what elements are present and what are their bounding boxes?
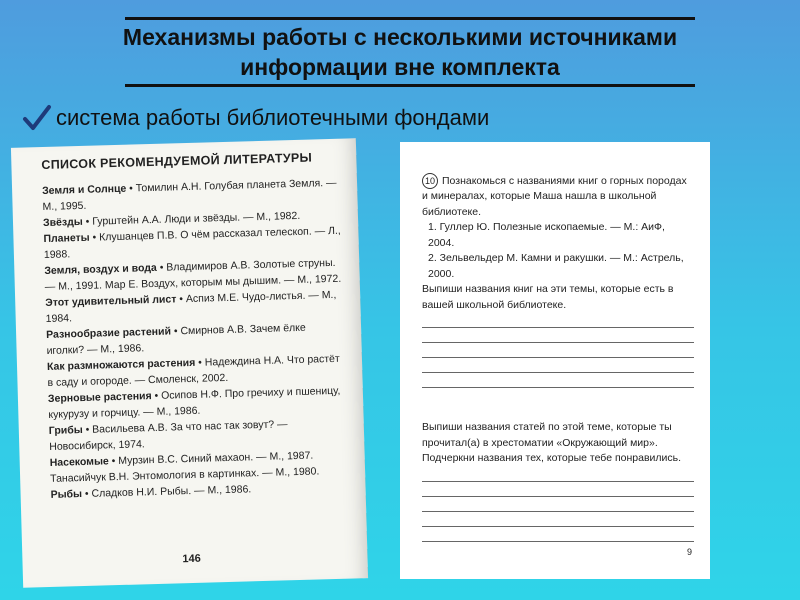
- entry-topic: Разнообразие растений: [45, 325, 172, 341]
- entry-topic: Этот удивительный лист: [45, 293, 177, 310]
- entry-topic: Зерновые растения: [47, 390, 152, 405]
- literature-list: [41, 149, 351, 503]
- book-page-left: [11, 138, 368, 587]
- entry-reference: • Гурштейн А.А. Люди и звёзды. — М., 1982.: [82, 209, 301, 228]
- page-number-right: 9: [686, 547, 692, 557]
- entry-topic: Планеты: [43, 231, 90, 246]
- entry-reference: • Мурзин В.С. Синий махаон. — М., 1987. Танасийчук В.Н. Энтомология в картинках. — М., 1980.: [50, 449, 320, 485]
- entry-reference: • Клушанцев П.В. О чём рассказал телескоп. — Л., 1988.: [43, 224, 341, 262]
- title-rule-top: [125, 17, 695, 20]
- entry-topic: Грибы: [48, 424, 83, 437]
- checkmark-icon: [22, 104, 52, 132]
- page-number-left: 146: [182, 552, 201, 566]
- answer-line[interactable]: [422, 526, 694, 527]
- entry-reference: • Осипов Н.Ф. Про гречиху и пшеницу, кукурузу и горчицу. — М., 1986.: [48, 384, 341, 421]
- title-line-2: информации вне комплекта: [240, 54, 560, 80]
- entry-topic: Звёзды: [42, 215, 83, 230]
- bullet-text: система работы библиотечными фондами: [56, 105, 490, 130]
- bullet-item: [22, 104, 489, 132]
- book-page-right: [400, 142, 710, 579]
- entry-reference: • Надеждина Н.А. Что растёт в саду и огороде. — Смоленск, 2002.: [47, 352, 340, 389]
- list-heading: СПИСОК РЕКОМЕНДУЕМОЙ ЛИТЕРАТУРЫ: [41, 150, 313, 173]
- title-line-1: Механизмы работы с несколькими источниками: [122, 24, 678, 50]
- book-item-2: 2. Зельвельдер М. Камни и ракушки. — М.: Астрель, 2000.: [428, 252, 684, 280]
- task-content: [422, 173, 694, 542]
- slide-title: [60, 22, 740, 82]
- entry-topic: Рыбы: [50, 488, 83, 501]
- book-item-1: 1. Гуллер Ю. Полезные ископаемые. — М.: АиФ, 2004.: [428, 221, 665, 249]
- task-1: [422, 173, 694, 220]
- answer-line[interactable]: [422, 511, 694, 512]
- title-rule-bottom: [125, 84, 695, 87]
- answer-line[interactable]: [422, 342, 694, 343]
- entry-reference: • Владимиров А.В. Золотые струны. — М., 1991. Мар Е. Воздух, которым мы дышим. — М., 1972.: [44, 256, 342, 294]
- answer-line[interactable]: [422, 541, 694, 542]
- entry-topic: Земля, воздух и вода: [44, 261, 157, 278]
- task-1-instruction: Выпиши названия книг на эти темы, которые есть в вашей школьной библиотеке.: [422, 283, 674, 311]
- entry-reference: • Сладков Н.И. Рыбы. — М., 1986.: [81, 483, 252, 501]
- answer-lines-2: [422, 481, 694, 542]
- entry-reference: • Аспиз М.Е. Чудо-листья. — М., 1984.: [45, 288, 337, 325]
- entry-topic: Насекомые: [49, 455, 109, 469]
- task-1-text: Познакомься с названиями книг о горных породах и минералах, которые Маша нашла в школьной библиотеке.: [422, 174, 687, 218]
- answer-line[interactable]: [422, 372, 694, 373]
- entries-container: [42, 175, 351, 503]
- task-2-text: Выпиши названия статей по этой теме, которые ты прочитал(а) в хрестоматии «Окружающий мир». Подчеркни названия тех, которые тебе понравились.: [422, 421, 682, 465]
- entry-reference: • Смирнов А.В. Зачем ёлке иголки? — М., 1986.: [46, 321, 306, 357]
- answer-line[interactable]: [422, 387, 694, 388]
- entry-reference: • Васильева А.В. За что нас так зовут? — Новосибирск, 1974.: [49, 418, 288, 453]
- answer-line[interactable]: [422, 496, 694, 497]
- answer-lines-1: [422, 327, 694, 388]
- entry-topic: Как размножаются растения: [46, 356, 196, 373]
- answer-line[interactable]: [422, 357, 694, 358]
- entry-topic: Земля и Солнце: [41, 182, 127, 198]
- task-number-badge: 10: [422, 173, 438, 189]
- answer-line[interactable]: [422, 327, 694, 328]
- entry-reference: • Томилин А.Н. Голубая планета Земля. — М., 1995.: [42, 176, 337, 214]
- answer-line[interactable]: [422, 481, 694, 482]
